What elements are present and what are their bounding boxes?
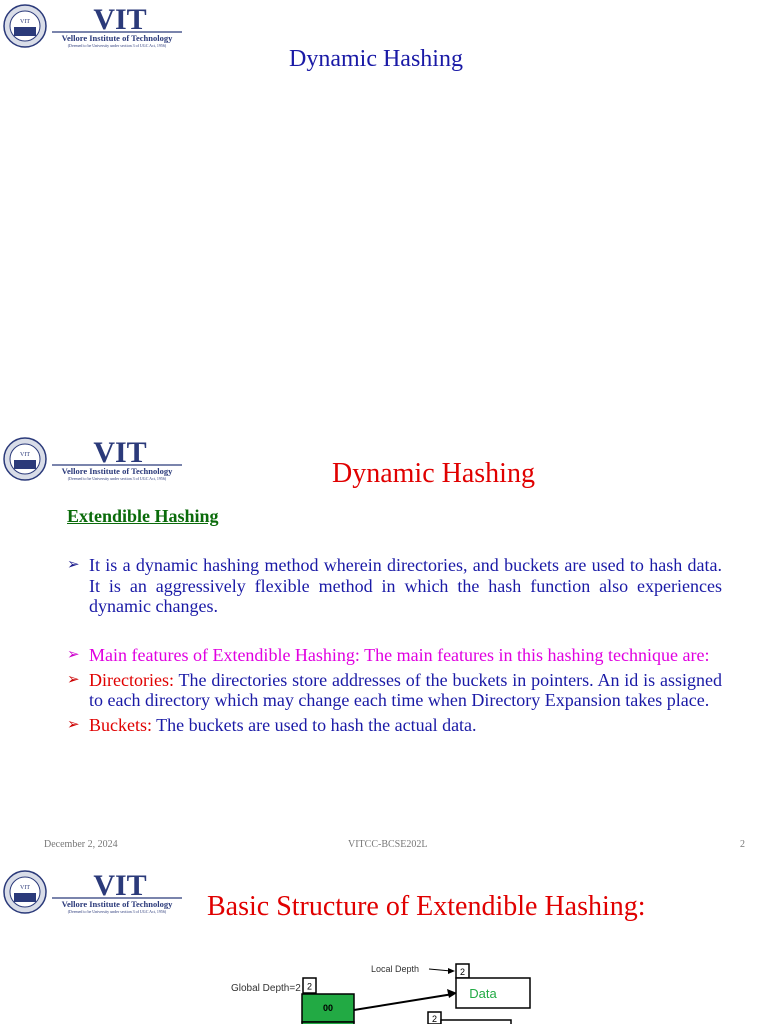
bullet-list (67, 645, 722, 735)
footer-page-number: 2 (740, 839, 745, 850)
bullet-list (67, 555, 722, 617)
directory-entry-label: 00 (322, 1003, 334, 1013)
local-depth-value: 2 (459, 967, 466, 977)
bullet-text: Main features of Extendible Hashing: The main features in this hashing technique are: (89, 645, 710, 665)
vit-logo (2, 435, 182, 483)
logo-institute: Vellore Institute of Technology (61, 899, 173, 909)
bucket (441, 1020, 511, 1024)
section-heading: Extendible Hashing (67, 506, 219, 526)
logo-seal-text: VIT (20, 885, 30, 891)
bullet-item (67, 645, 722, 666)
bullet-item (67, 715, 722, 736)
arrow-bullet-icon: ➢ (67, 557, 80, 573)
local-depth-value: 2 (431, 1014, 438, 1024)
arrow-bullet-icon: ➢ (67, 647, 80, 663)
slide-title: Basic Structure of Extendible Hashing: (207, 891, 646, 922)
slide-title: Dynamic Hashing (289, 46, 463, 72)
logo-name: VIT (93, 869, 147, 902)
logo-institute: Vellore Institute of Technology (61, 466, 173, 476)
vit-logo (2, 868, 182, 916)
logo-seal-text: VIT (20, 19, 30, 25)
logo-seal-text: VIT (20, 452, 30, 458)
footer-course-code: VITCC-BCSE202L (348, 839, 428, 850)
bullet-body: The directories store addresses of the buckets in pointers. An id is assigned to each directory which may change each time when Directory Expansion takes place. (89, 669, 722, 710)
bullet-text: It is a dynamic hashing method wherein directories, and buckets are used to hash data. It is an aggressively flexible method in which the hash function also experiences dynamic changes. (89, 555, 722, 616)
extendible-hashing-diagram (225, 958, 545, 1024)
global-depth-label: Global Depth=2 (231, 983, 301, 994)
bullet-text (89, 715, 722, 736)
vit-logo (2, 2, 182, 50)
logo-tagline: (Deemed to be University under section 3 of UGC Act, 1956) (67, 476, 167, 481)
local-depth-label: Local Depth (371, 964, 420, 974)
local-depth-arrow (429, 969, 451, 971)
bullet-label: Buckets: (89, 714, 152, 735)
logo-tagline: (Deemed to be University under section 3 of UGC Act, 1956) (67, 43, 167, 48)
logo-tagline: (Deemed to be University under section 3 of UGC Act, 1956) (67, 909, 167, 914)
arrow-bullet-icon: ➢ (67, 671, 80, 688)
global-depth-value: 2 (306, 981, 313, 992)
bucket-label: Data (469, 986, 497, 1001)
footer-date: December 2, 2024 (44, 839, 118, 850)
bullet-text (89, 670, 722, 711)
logo-name: VIT (93, 436, 147, 469)
bullet-label: Directories: (89, 669, 174, 690)
pointer-arrow (354, 994, 453, 1010)
logo-institute: Vellore Institute of Technology (61, 33, 173, 43)
bullet-item (67, 670, 722, 711)
logo-name: VIT (93, 3, 147, 36)
bullet-item (67, 555, 722, 617)
slide-title: Dynamic Hashing (332, 458, 535, 489)
local-depth-arrowhead (448, 968, 455, 974)
arrow-bullet-icon: ➢ (67, 716, 80, 733)
slide-1 (0, 0, 768, 430)
bullet-body: The buckets are used to hash the actual data. (152, 714, 477, 735)
